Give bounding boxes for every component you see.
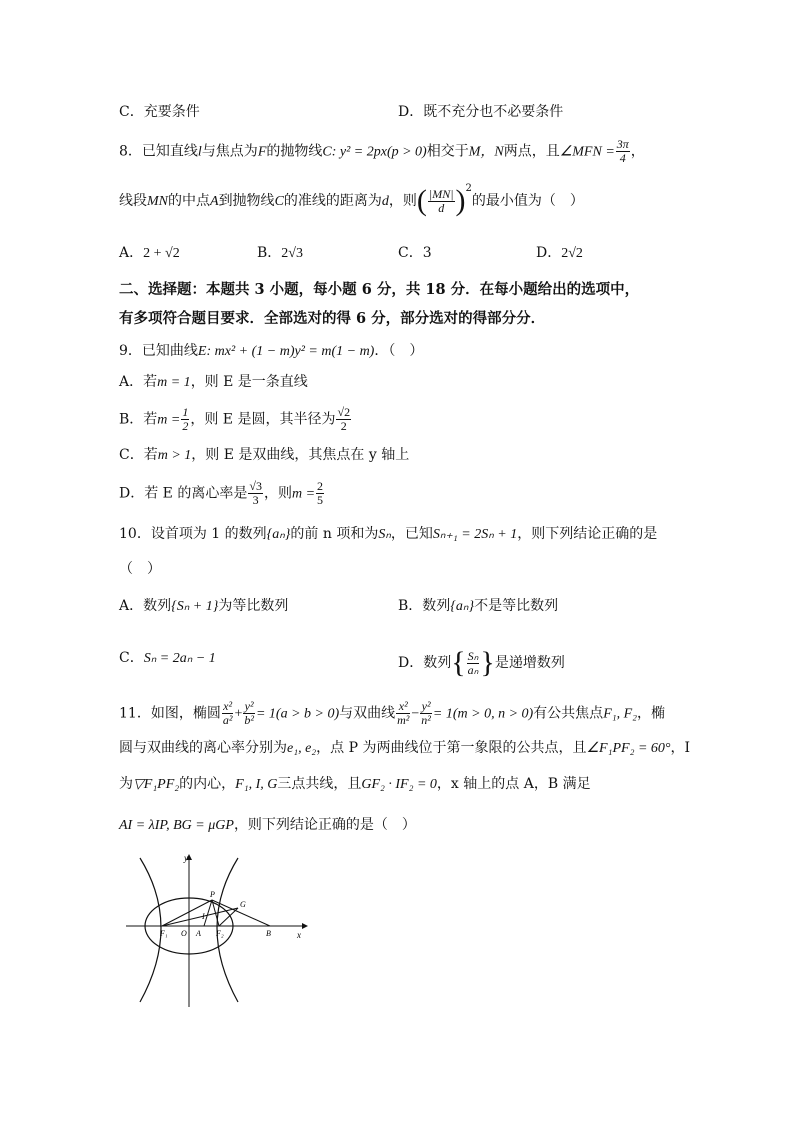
var-l: l: [197, 144, 202, 160]
right-paren: ): [455, 184, 466, 217]
fraction-numerator: √3: [249, 479, 262, 493]
hyperbola-condition: = 1(m > 0, n > 0): [432, 706, 534, 722]
q11-text: ，则下列结论正确的是（ ）: [233, 817, 416, 833]
option-label: A．: [119, 245, 144, 261]
origin-label: O: [181, 929, 187, 938]
point-F2-label: F₂: [216, 929, 224, 938]
fraction: [181, 406, 189, 433]
exponent: 2: [465, 183, 472, 195]
left-paren: (: [416, 184, 427, 217]
fraction-denominator: d: [438, 200, 445, 215]
parabola-equation: C: y² = 2px(p > 0): [322, 144, 427, 160]
q11-text: 圆与双曲线的离心率分别为: [119, 740, 287, 756]
triangle-F1PF2: ▽F₁PF₂: [133, 777, 180, 792]
option-text: A．若: [119, 374, 158, 390]
recurrence: Sₙ₊₁ = 2Sₙ + 1: [432, 527, 518, 542]
q10-option-d: [398, 648, 565, 678]
points-MN: M，N: [468, 144, 504, 160]
q8-option-d: [536, 243, 583, 264]
q8-text: 的抛物线: [266, 143, 323, 160]
option-text: D．数列: [398, 655, 452, 671]
y-axis-label: y: [184, 853, 188, 863]
fraction-numerator: 1: [182, 405, 189, 419]
option-value: 2√2: [561, 246, 583, 261]
option-text: 是递增数列: [494, 655, 565, 671]
q8-text: 线段: [119, 193, 147, 209]
curve-equation: E: mx² + (1 − m)y² = m(1 − m): [197, 344, 375, 359]
fraction-denominator: 4: [619, 151, 626, 165]
q9-option-a: [119, 372, 308, 393]
var-d: d: [381, 194, 389, 209]
point-B-label: B: [266, 929, 271, 938]
q8-text: ，则: [388, 193, 417, 209]
q9-stem: [119, 341, 423, 362]
option-text: 为等比数列: [218, 598, 289, 614]
hyperbola-left-branch: [140, 858, 161, 1002]
q8-text: 的准线的距离为: [283, 193, 382, 209]
option-value: 2√3: [281, 246, 303, 261]
q10-option-c: [119, 648, 216, 669]
q8-option-c: [398, 243, 432, 263]
q11-text: 与双曲线: [339, 705, 396, 722]
q8-text: 8．已知直线: [119, 143, 198, 160]
q9-option-c: [119, 445, 409, 466]
fraction-denominator: b²: [244, 713, 254, 727]
ratio-fraction: [467, 650, 480, 677]
q10-text: 的前 n 项和为: [290, 526, 379, 542]
q10-stem: [119, 524, 657, 545]
var-F: F: [257, 144, 267, 160]
fraction-numerator: y²: [421, 699, 431, 713]
fraction-denominator: m²: [397, 713, 410, 727]
option-math: m =: [157, 412, 181, 428]
point-A-label: A: [196, 929, 201, 938]
q11-text: 为: [119, 776, 133, 792]
hyperbola-y-term: [420, 700, 432, 727]
sequence: {aₙ}: [266, 527, 291, 542]
fraction-denominator: n²: [421, 713, 431, 727]
q8-text: ，: [630, 143, 645, 160]
option-text: 不是等比数列: [474, 598, 559, 614]
fraction-numerator: Sₙ: [467, 648, 479, 663]
q7-option-c: C．充要条件: [119, 104, 200, 120]
fraction-denominator: 2: [340, 419, 347, 433]
option-math: Sₙ = 2aₙ − 1: [143, 651, 216, 666]
section2-heading-line2: 有多项符合题目要求．全部选对的得 6 分，部分选对的得部分分．: [119, 310, 546, 327]
q9-option-b: [119, 406, 352, 433]
option-text: A．数列: [119, 598, 172, 614]
q11-text: ，I: [670, 740, 691, 756]
q11-text: ，x 轴上的点 A，B 满足: [436, 776, 591, 792]
hyperbola-x-term: [396, 700, 410, 727]
q8-stem-line2: [119, 183, 584, 217]
q11-text: 的内心，: [179, 776, 236, 792]
q10-option-b: [398, 596, 558, 617]
angle-MFN: ∠MFN =: [559, 144, 615, 160]
fraction-numerator: y²: [244, 699, 254, 713]
q9-text: 9．已知曲线: [119, 343, 198, 359]
fraction-numerator: x²: [396, 700, 410, 714]
point-G-label: G: [240, 900, 246, 909]
option-label: C．: [398, 245, 423, 261]
partial-sum: Sₙ: [378, 527, 391, 542]
ellipse-y-term: [243, 700, 255, 727]
q8-text: 的中点: [168, 193, 210, 209]
q8-text: 的最小值为（ ）: [471, 193, 584, 209]
option-value: 2 + √2: [143, 246, 180, 261]
vector-relations: AI = λIP, BG = μGP: [119, 818, 234, 833]
option-text: B．若: [119, 411, 158, 428]
q11-stem-line3: [119, 774, 591, 795]
option-text: ，则 E 是圆，其半径为: [190, 411, 336, 428]
q11-text: 11．如图，椭圆: [119, 705, 221, 722]
q11-text: 三点共线，且: [277, 776, 362, 792]
fraction-denominator: 3: [252, 493, 259, 507]
angle-F1PF2: ∠F₁PF₂ = 60°: [586, 741, 671, 756]
fraction-denominator: 2: [182, 419, 189, 433]
eccentricity-fraction: [248, 480, 263, 507]
fraction-numerator: 3π: [616, 137, 629, 151]
option-text: ，则 E 是一条直线: [190, 374, 308, 390]
option-text: B．数列: [398, 598, 451, 614]
option-math: {aₙ}: [450, 599, 475, 614]
q10-text: 10．设首项为 1 的数列: [119, 526, 267, 542]
q11-text: 有公共焦点: [533, 705, 604, 722]
right-brace: }: [480, 646, 495, 679]
eccentricities: e₁, e₂: [287, 741, 317, 756]
dot-product: GF₂ · IF₂ = 0: [361, 777, 437, 792]
fraction: [316, 480, 324, 507]
var-A: A: [210, 194, 219, 209]
q11-text: ，点 P 为两曲线位于第一象限的公共点，且: [316, 740, 587, 756]
collinear-points: F₁, I, G: [235, 777, 278, 792]
fraction-numerator: 2: [317, 479, 324, 493]
ellipse-condition: = 1(a > b > 0): [255, 706, 340, 722]
q11-stem-line1: 11．如图，椭圆 $\frac{\text{x²}}{\text{a²}}$ + $\frac{\text{y²}}{\text{b²}}$ = 1(a > b > 0)与双曲线 $\frac{\text{x²}}{\text{m²}}$ − $\frac{\text{y²}}{\text{n²}}$ = 1(m > 0, n > 0)有公共焦点F₁, F₂，椭: [119, 699, 666, 727]
q10-answer-paren: （ ）: [119, 561, 161, 577]
var-C: C: [274, 194, 284, 209]
option-math: m = 1: [157, 375, 191, 390]
q8-stem: [119, 138, 645, 165]
segment-MN: MN: [147, 194, 168, 209]
option-text: C．: [119, 650, 144, 666]
q10-option-a: [119, 596, 288, 617]
option-math: {Sₙ + 1}: [171, 599, 219, 614]
angle-fraction: [616, 138, 630, 165]
q8-option-b: [257, 243, 303, 264]
q8-text: 相交于: [426, 143, 469, 160]
q8-text: 两点，且: [503, 143, 560, 160]
option-math: m =: [291, 486, 316, 502]
radius-fraction: [336, 406, 351, 433]
q11-text: ，椭: [637, 705, 666, 722]
fraction-denominator: a²: [222, 713, 233, 727]
q8-text: 与焦点为: [201, 143, 258, 160]
section2-heading-line1: 二、选择题：本题共 3 小题，每小题 6 分，共 18 分．在每小题给出的选项中，: [119, 281, 640, 298]
foci: F₁, F₂: [603, 706, 638, 722]
option-text: ，则: [263, 485, 292, 502]
point-F1-label: F₁: [160, 929, 168, 938]
q9-option-d: [119, 480, 325, 507]
segment-F1G: [162, 908, 238, 926]
option-text: D．若 E 的离心率是: [119, 485, 248, 502]
fraction-numerator: x²: [223, 699, 233, 713]
q10-text: ，则下列结论正确的是: [517, 526, 658, 542]
fraction-denominator: 5: [317, 493, 324, 507]
q11-stem-line4: [119, 815, 416, 836]
fraction-numerator: |MN|: [428, 186, 454, 201]
fraction-numerator: √2: [337, 405, 351, 419]
left-brace: {: [451, 646, 466, 679]
x-axis-label: x: [297, 930, 301, 940]
option-label: B．: [257, 245, 282, 261]
q11-stem-line2: [119, 738, 690, 759]
conic-figure: [120, 852, 310, 1012]
x-axis-arrow: [302, 923, 308, 929]
q10-text: ，已知: [390, 526, 433, 542]
fraction-denominator: aₙ: [467, 662, 479, 677]
option-text: C．若: [119, 447, 158, 463]
q8-option-a: [119, 243, 180, 264]
option-text: ，则 E 是双曲线，其焦点在 y 轴上: [191, 447, 410, 463]
option-value: 3: [422, 245, 432, 261]
q7-option-d: D．既不充分也不必要条件: [398, 104, 564, 120]
option-math: m > 1: [157, 448, 192, 463]
ellipse-x-term: [222, 700, 234, 727]
q8-text: 到抛物线: [218, 193, 275, 209]
point-I-label: I: [202, 912, 205, 921]
option-label: D．: [536, 245, 562, 261]
q9-text: ．（ ）: [374, 343, 424, 359]
point-P-label: P: [210, 890, 215, 899]
ratio-fraction: [428, 188, 455, 215]
